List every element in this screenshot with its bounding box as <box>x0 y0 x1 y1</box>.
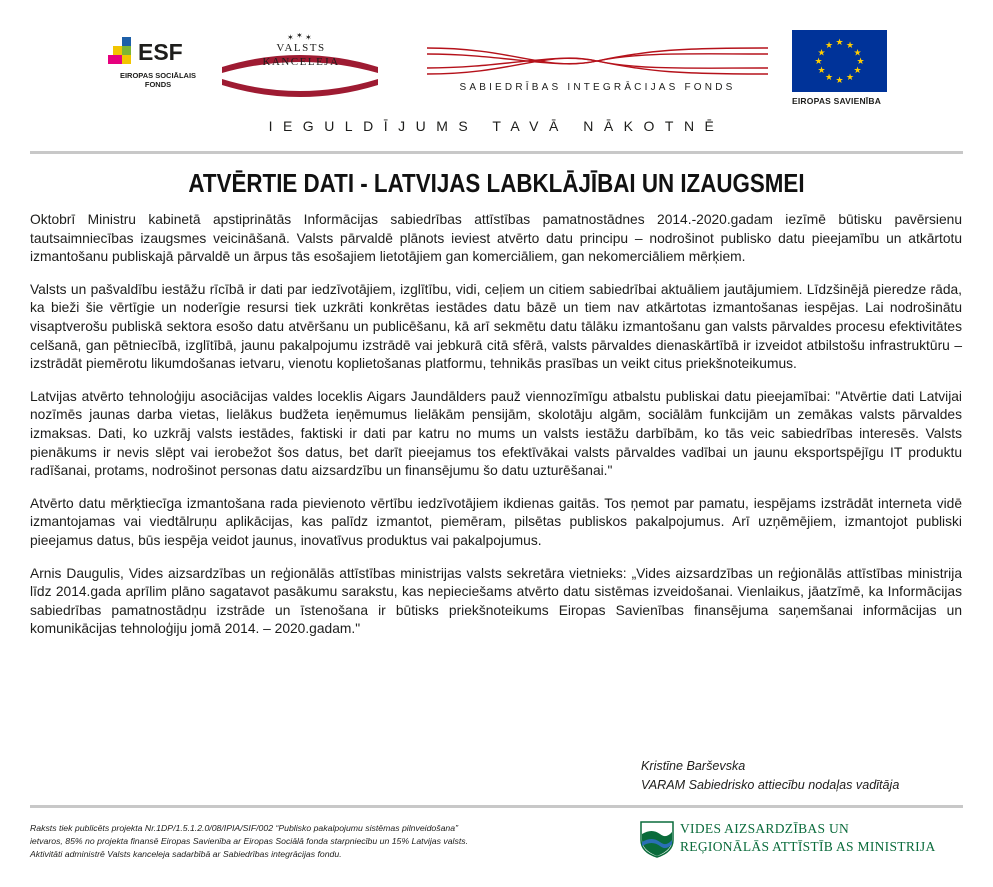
sif-wave-icon <box>425 42 770 80</box>
svg-text:★: ★ <box>845 73 855 83</box>
eu-name: EIROPAS SAVIENĪBA <box>792 96 882 106</box>
svg-text:★: ★ <box>817 48 826 59</box>
svg-text:★: ★ <box>817 66 826 76</box>
svg-text:★: ★ <box>853 66 862 76</box>
sponsor-logos <box>0 0 993 115</box>
footnote-line: Aktivitāti administrē Valsts kanceleja sadarbībā ar Sabiedrības integrācijas fondu. <box>30 849 342 859</box>
paragraph: Atvērto datu mērķtiecīga izmantošana rada pievienoto vērtību iedzīvotājiem ikdienas gaitās. Tos ņemot par pamatu, iespējams izstrādāt interneta vidē izmantojamas vai viedtālruņu aplikācijas, kas palīdz izmantot, piemēram, pilsētas publiskos pakalpojumus. Arī uzņēmējiem, izmantojot publiski pieejamus datus, būs iespēja veidot jaunus, inovatīvus produktus vai pakalpojumus. <box>30 495 962 548</box>
svg-text:★: ★ <box>824 41 834 51</box>
esf-mark-icon <box>108 37 138 67</box>
footnote-line: ietvaros, 85% no projekta finansē Eiropas Savienība ar Eiropas Sociālā fonda starpniecību un 15% Latvijas valsts. <box>30 836 469 846</box>
svg-text:✶: ✶ <box>287 33 294 42</box>
sif-name: SABIEDRĪBAS INTEGRĀCIJAS FONDS <box>459 82 736 93</box>
sif-logo <box>425 42 770 102</box>
paragraph: Valsts un pašvaldību iestāžu rīcībā ir dati par iedzīvotājiem, izglītību, vidi, ceļiem un citiem sabiedrībai aktuāliem jautājumiem. Līdzšinējā pieredze rāda, ka bieži šie vērtīgie un noderīgie resursi tiek uzkrāti konkrētas iestādes datu bāzē un tiem nav atkārtotas izmantošanas iespējas. Lai nodrošinātu visaptverošu publiskā sektora esošo datu atvēršanu un publicēšanu, kā arī sekmētu datu tālāku izmantošanu gan valsts pārvaldes procesu efektivitātes celšanā, gan pētniecībā, izglītībā, jaunu pakalpojumu izstrādē vai jebkurā citā sfērā, valsts pārvaldes dienaskārtībā ir izveidot atbilstošu infrastruktūru – izstrādāt piemērotu likumdošanas ietvaru, vienotu koplietošanas platformu, tehnikās prasības un veikt citus priekšnoteikumus. <box>30 281 962 372</box>
svg-text:★: ★ <box>835 38 844 48</box>
svg-text:★: ★ <box>856 57 865 67</box>
esf-subtitle: EIROPAS SOCIĀLAIS FONDS <box>119 71 197 89</box>
esf-logo <box>108 37 203 97</box>
svg-text:★: ★ <box>845 41 855 51</box>
paragraph: Oktobrī Ministru kabinetā apstiprinātās Informācijas sabiedrības attīstības pamatnostādnes 2014.-2020.gadam iezīmē būtisku pavērsienu tautsaimniecības izaugsmes veicināšanā. Valsts pārvaldē plānots ieviest atvērto datu principu – nodrošinot publisko datu pieejamību un atkārtotu izmantošanu publiskajā pārvaldē un ārpus tās esošajiem lietotājiem gan komerciāliem, gan nekomerciāliem mērķiem. <box>30 212 962 265</box>
kanceleja-label: KANCELEJA <box>262 56 340 68</box>
article-body <box>30 211 962 653</box>
svg-text:★: ★ <box>824 73 834 83</box>
eu-flag-icon <box>792 30 887 92</box>
signature <box>641 757 899 795</box>
svg-text:✶: ✶ <box>296 33 303 40</box>
valsts-label: VALSTS <box>276 42 326 54</box>
footnote-line: Raksts tiek publicēts projekta Nr.1DP/1.5.1.2.0/08/IPIA/SIF/002 “Publisko pakalpojumu sistēmas pilnveidošana” <box>30 823 458 833</box>
valsts-kanceleja-name <box>262 41 340 69</box>
top-divider <box>30 151 963 154</box>
signature-name: Kristīne Barševska <box>641 759 746 773</box>
svg-text:★: ★ <box>853 48 862 59</box>
valsts-kanceleja-logo <box>220 33 380 103</box>
paragraph: Arnis Daugulis, Vides aizsardzības un reģionālās attīstības ministrijas valsts sekretāra vietnieks: „Vides aizsardzības un reģionālās attīstības ministrija līdz 2014.gada aprīlim plāno sagatavot pasākumu sarakstu, kas nepieciešams atvērto datu sistēmas izveidošanai. Vienlaikus, jāatzīmē, ka Informācijas sabiedrības pamatnostādņu izstrāde un īstenošana ir būtisks priekšnoteikums Eiropas Savienības finansējuma saņemšanai informācijas un komunikācijas tehnoloģiju jomā 2014. – 2020.gadam." <box>30 565 962 637</box>
varam-emblem-icon <box>640 820 674 858</box>
esf-wordmark: ESF <box>138 39 183 65</box>
paragraph: Latvijas atvērto tehnoloģiju asociācijas valdes loceklis Aigars Jaundālders pauž viennozīmīgu atbalstu publiskai datu pieejamībai: "Atvērtie dati Latvijai nozīmēs jaunas darba vietas, lielākus budžeta ieņēmumus lielākām pensijām, skolotāju algām, sociālām funkcijām un zemākas valsts pārvaldes izmaksas. Dati, ko uzkrāj valsts iestādes, faktiski ir dati par katru no mums un valsts iestāžu darbībām, ko tās veic sabiedrības interesēs. Valsts pienākums ir nevis slēpt vai ierobežot šos datus, bet darīt pieejamus tos efektīvākai valsts pārvaldes vadībai un jaunu eksportspējīgu IT produktu radīšanai, protams, nodrošinot personas datu aizsardzību un finansējumu šo datu uzturēšanai." <box>30 388 962 479</box>
tagline: IEGULDĪJUMS TAVĀ NĀKOTNĒ <box>268 118 725 134</box>
svg-text:★: ★ <box>835 76 844 86</box>
article-headline: ATVĒRTIE DATI - LATVIJAS LABKLĀJĪBAI UN IZAUGSMEI <box>188 168 805 198</box>
bottom-divider <box>30 805 963 808</box>
varam-name-line1: VIDES AIZSARDZĪBAS UN <box>680 821 850 836</box>
svg-text:★: ★ <box>814 57 823 67</box>
signature-title: VARAM Sabiedrisko attiecību nodaļas vadītāja <box>641 778 900 792</box>
eu-logo <box>792 30 887 110</box>
svg-text:✶: ✶ <box>305 33 312 42</box>
varam-name-line2: REĢIONĀLĀS ATTĪSTĪB AS MINISTRIJA <box>680 839 936 854</box>
varam-logo <box>640 820 950 860</box>
project-footnote <box>30 822 595 861</box>
